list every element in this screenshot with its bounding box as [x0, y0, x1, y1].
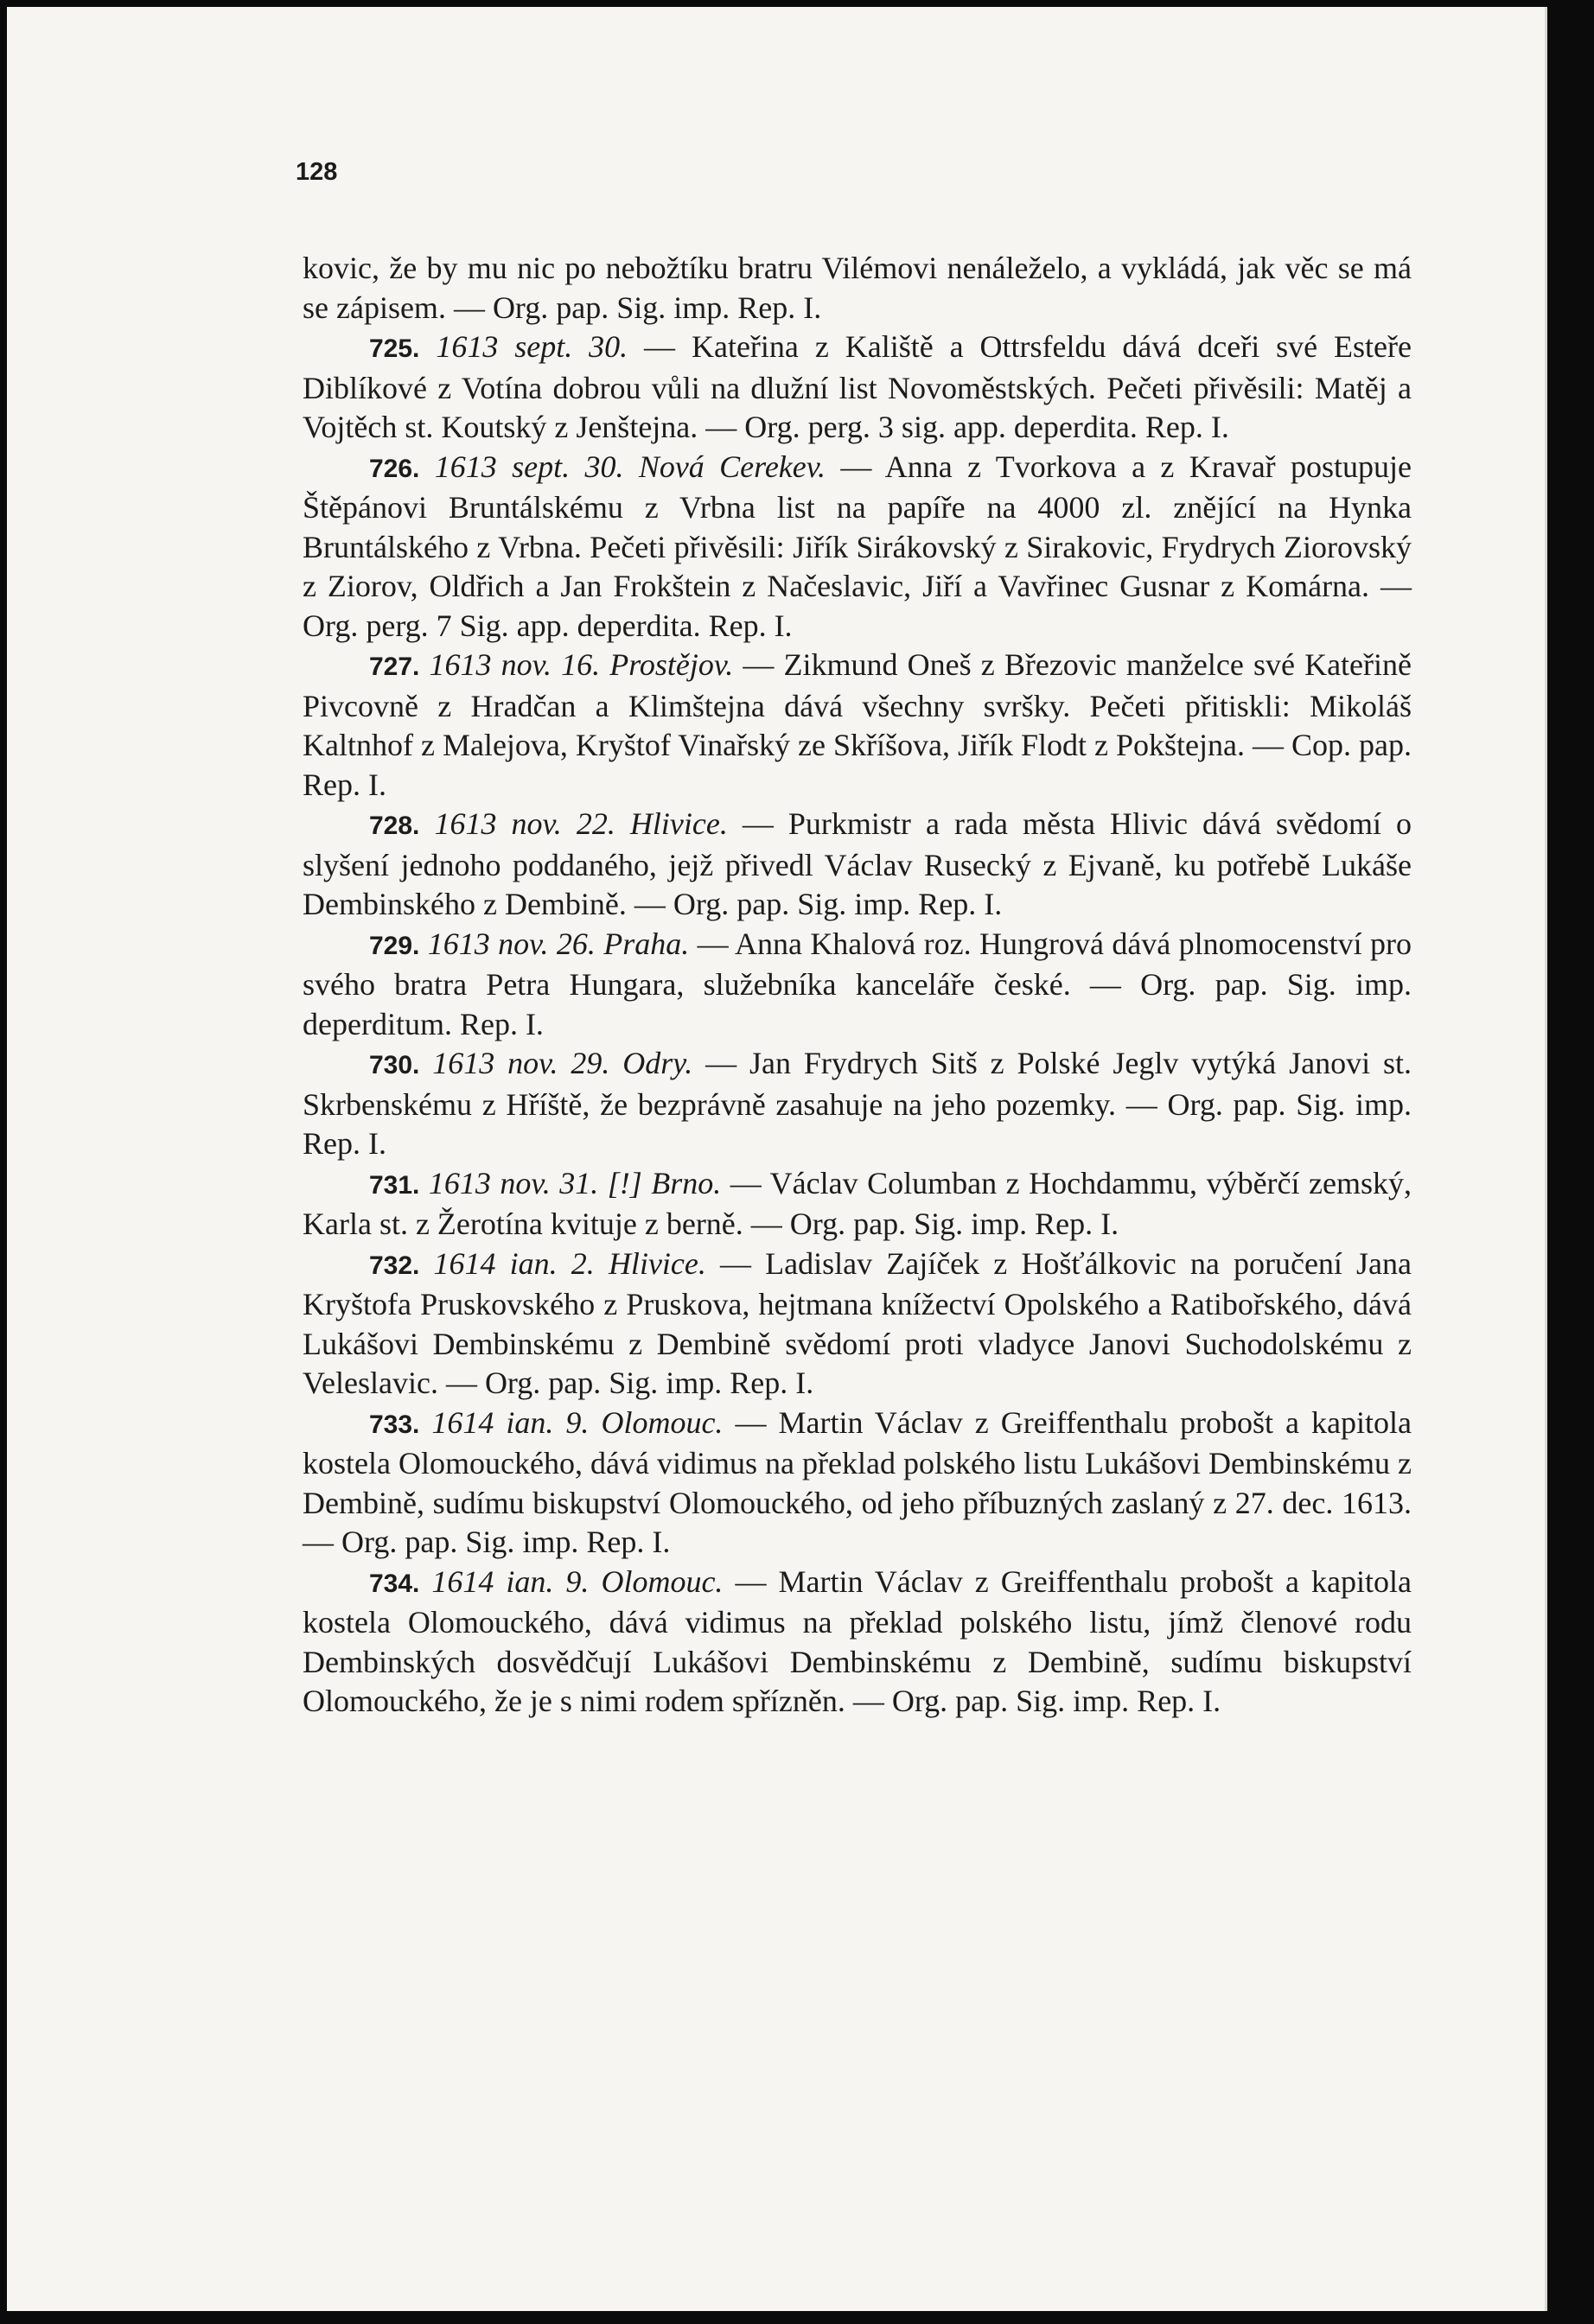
page-number: 128 — [296, 158, 338, 186]
entry-date: 1614 ian. 9. — [431, 1404, 590, 1440]
entry-text: — Purkmistr a rada města Hlivic dává svědomí o slyšení jednoho poddaného, jejž přivedl Václav Rusecký z Ejvaně, ku potřebě Lukáše Dembinského z Dembině. — Org. pap. Sig. imp. Rep. I. — [303, 806, 1412, 921]
entry-place: Hlivice. — [629, 806, 728, 841]
entry-725 — [303, 328, 1412, 448]
entry-730 — [303, 1044, 1412, 1164]
entry-text: — Kateřina z Kaliště a Ottrsfeldu dává dceři své Esteře Diblíkové z Votína dobrou vůli na dlužní list Novoměstských. Pečeti přivěsili: Matěj a Vojtěch st. Koutský z Jenštejna. — Org. perg. 3 sig. app. deperdita. Rep. I. — [303, 329, 1412, 444]
entry-number: 732. — [369, 1251, 420, 1280]
entry-text: — Anna Khalová roz. Hungrová dává plnomocenství pro svého bratra Petra Hungara, služebníka kanceláře české. — Org. pap. Sig. imp. deperditum. Rep. I. — [303, 926, 1412, 1041]
entry-text: — Ladislav Zajíček z Hošťálkovic na poručení Jana Kryštofa Pruskovského z Pruskova, hejtmana knížectví Opolského a Ratibořského, dává Lukášovi Dembinskému z Dembině svědomí proti vladyce Janovi Suchodolskému z Veleslavic. — Org. pap. Sig. imp. Rep. I. — [303, 1245, 1412, 1400]
entry-date: 1613 sept. 30. — [434, 449, 624, 484]
entry-place: Olomouc. — [601, 1563, 724, 1599]
entry-734 — [303, 1563, 1412, 1722]
entry-text: — Anna z Tvorkova a z Kravař postupuje Štěpánovi Bruntálskému z Vrbna list na papíře na 4000 zl. znějící na Hynka Bruntálského z Vrbna. Pečeti přivěsili: Jiřík Sirákovský z Sirakovic, Frydrych Ziorovský z Ziorov, Oldřich a Jan Frokštein z Načeslavic, Jiří a Vavřinec Gusnar z Komárna. — Org. perg. 7 Sig. app. deperdita. Rep. I. — [303, 449, 1412, 643]
entry-number: 725. — [369, 334, 420, 363]
entry-date: 1613 sept. 30. — [436, 329, 628, 364]
entry-place: Olomouc. — [601, 1404, 724, 1440]
entry-text: — Jan Frydrych Sitš z Polské Jeglv vytýká Janovi st. Skrbenskému z Hříště, že bezprávně zasahuje na jeho pozemky. — Org. pap. Sig. imp. Rep. I. — [303, 1046, 1412, 1161]
entry-732 — [303, 1245, 1412, 1404]
intro-paragraph: kovic, že by mu nic po nebožtíku bratru Vilémovi nenáleželo, a vykládá, jak věc se má se zápisem. — Org. pap. Sig. imp. Rep. I. — [303, 251, 1412, 325]
entry-place: Brno. — [651, 1165, 722, 1200]
entry-number: 726. — [369, 454, 420, 483]
entry-date: 1613 nov. 22. — [434, 806, 615, 841]
entry-date: 1614 ian. 9. — [431, 1563, 590, 1599]
entry-date: 1613 nov. 31. [!] — [428, 1165, 642, 1200]
entry-727 — [303, 646, 1412, 805]
entry-729 — [303, 925, 1412, 1045]
entry-number: 727. — [369, 653, 420, 681]
entry-date: 1614 ian. 2. — [433, 1245, 595, 1281]
entry-text: — Martin Václav z Greiffenthalu probošt a kapitola kostela Olomouckého, dává vidimus na překlad polského listu, jímž členové rodu Dembinských dosvědčují Lukášovi Dembinskému z Dembině, sudímu biskupství Olomouckého, že je s nimi rodem spřízněn. — Org. pap. Sig. imp. Rep. I. — [303, 1563, 1412, 1718]
entry-728 — [303, 805, 1412, 925]
entry-number: 730. — [369, 1051, 420, 1079]
entry-number: 733. — [369, 1410, 420, 1439]
entry-place: Nová Cerekev. — [638, 449, 826, 484]
entry-number: 731. — [369, 1170, 420, 1200]
entry-place: Prostějov. — [609, 647, 734, 682]
entry-number: 729. — [369, 931, 420, 960]
entry-733 — [303, 1404, 1412, 1563]
entry-place: Praha. — [603, 926, 690, 961]
scanned-page — [7, 7, 1547, 2311]
entry-number: 734. — [369, 1569, 420, 1598]
entry-place: Odry. — [622, 1046, 693, 1080]
entries-text — [303, 249, 1412, 1722]
entry-place: Hlivice. — [608, 1245, 706, 1281]
entry-726 — [303, 448, 1412, 646]
scan-dark-edge — [1547, 0, 1594, 2324]
entry-731 — [303, 1164, 1412, 1245]
entry-date: 1613 nov. 16. — [429, 647, 601, 682]
entry-text: — Václav Columban z Hochdammu, výběrčí zemský, Karla st. z Žerotína kvituje z berně. — Org. pap. Sig. imp. Rep. I. — [303, 1165, 1412, 1241]
entry-text: — Martin Václav z Greiffenthalu probošt a kapitola kostela Olomouckého, dává vidimus na překlad polského listu Lukášovi Dembinskému z Dembině, sudímu biskupství Olomouckého, od jeho příbuzných zaslaný z 27. dec. 1613. — Org. pap. Sig. imp. Rep. I. — [303, 1404, 1412, 1559]
entry-date: 1613 nov. 26. — [427, 926, 596, 961]
entry-number: 728. — [369, 812, 420, 840]
entry-text: — Zikmund Oneš z Březovic manželce své Kateřině Pivcovně z Hradčan a Klimštejna dává všechny svršky. Pečeti přitiskli: Mikoláš Kaltnhof z Malejova, Kryštof Vinařský ze Skříšova, Jiřík Flodt z Pokštejna. — Cop. pap. Rep. I. — [303, 647, 1412, 802]
entry-date: 1613 nov. 29. — [432, 1046, 610, 1080]
